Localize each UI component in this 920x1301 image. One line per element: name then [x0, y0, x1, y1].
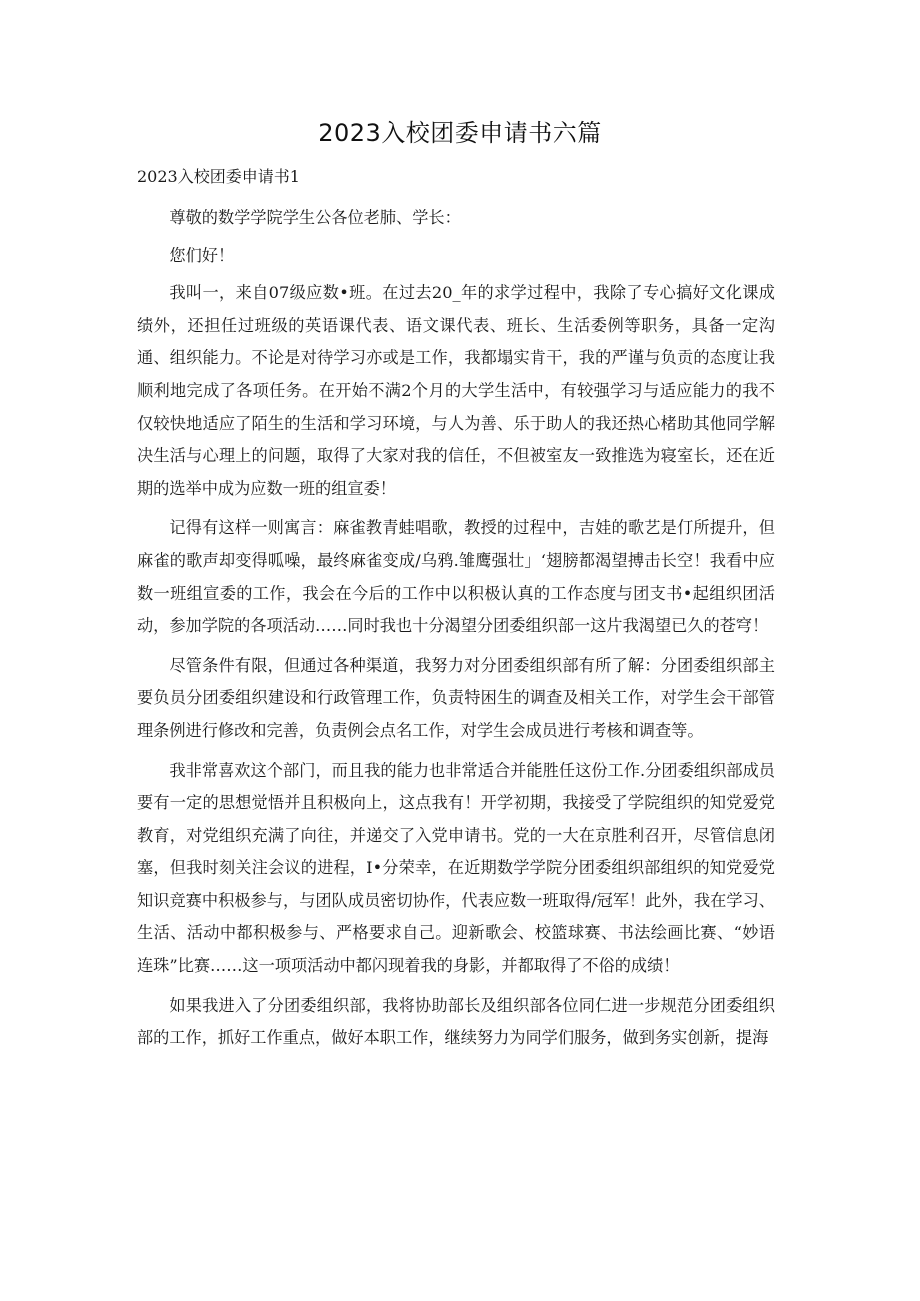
- section-heading: 2023入校团委申请书1: [137, 167, 300, 186]
- document-title: 2023入校团委申请书六篇: [318, 119, 602, 147]
- greeting-paragraph: 您们好！: [169, 245, 235, 265]
- body-paragraph: 尽管条件有限，但通过各种渠道，我努力对分团委组织部有所了解：分团委组织部主要负员分团委组织建设和行政管理工作，负责特困生的调查及相关工作，对学生会干部管理条例进行修改和完善，负责例会点名工作，对学生会成员进行考核和调查等。: [137, 655, 775, 740]
- body-paragraph: 记得有这样一则寓言：麻雀教青蛙唱歌，教授的过程中，吉娃的歌艺是仃所提升，但麻雀的歌声却变得呱噪，最终麻雀变成/乌鸦.雏鹰强壮」‘翅膀都渴望搏击长空！我看中应数一班组宣委的工作，我会在今后的工作中以积极认真的工作态度与团支书•起组织团活动，参加学院的各项活动……同时我也十分渴望分团委组织部一这片我渴望已久的苍穹！: [137, 518, 775, 636]
- document-body: [137, 202, 775, 1062]
- body-paragraph: 我叫一，来自07级应数•班。在过去20_年的求学过程中，我除了专心搞好文化课成绩外，还担任过班级的英语课代表、语文课代表、班长、生活委例等职务，具备一定沟通、组织能力。不论是对待学习亦或是工作，我都塌实肯干，我的严谨与负贡的态度让我顺利地完成了各项任务。在开始不满2个月的大学生活中，有较强学习与适应能力的我不仅较快地适应了陌生的生活和学习环境，与人为善、乐于助人的我还热心楮助其他同学解决生活与心理上的问题，取得了大家对我的信任，不但被室友一致推选为寝室长，还在近期的选举中成为应数一班的组宣委！: [137, 283, 775, 498]
- body-paragraph: 如果我进入了分团委组织部，我将协助部长及组织部各位同仁进一步规范分团委组织部的工作，抓好工作重点，做好本职工作，继续努力为同学们服务，做到务实创新，提海: [137, 995, 775, 1048]
- salutation-paragraph: 尊敬的数学学院学生公各位老肺、学长：: [169, 208, 461, 227]
- body-paragraph: 我非常喜欢这个部门，而且我的能力也非常适合并能胜任这份工作.分团委组织部成员要有一定的思想觉悟并且积极向上，这点我有！开学初期，我接受了学院组织的知党爱党教育，对党组织充满了向往，并递交了入党申请书。党的一大在京胜利召开，尽管信息闭塞，但我时刻关注会议的进程，I•分荣幸，在近期数学学院分团委组织部组织的知党爱党知识竞赛中积极参与，与团队成员密切协作，代表应数一班取得/冠军！此外，我在学习、生活、活动中都积极参与、严格要求自己。迎新歌会、校篮球赛、书法绘画比赛、“妙语连珠”比赛……这一项项活动中都闪现着我的身影，并都取得了不俗的成绩！: [137, 760, 775, 976]
